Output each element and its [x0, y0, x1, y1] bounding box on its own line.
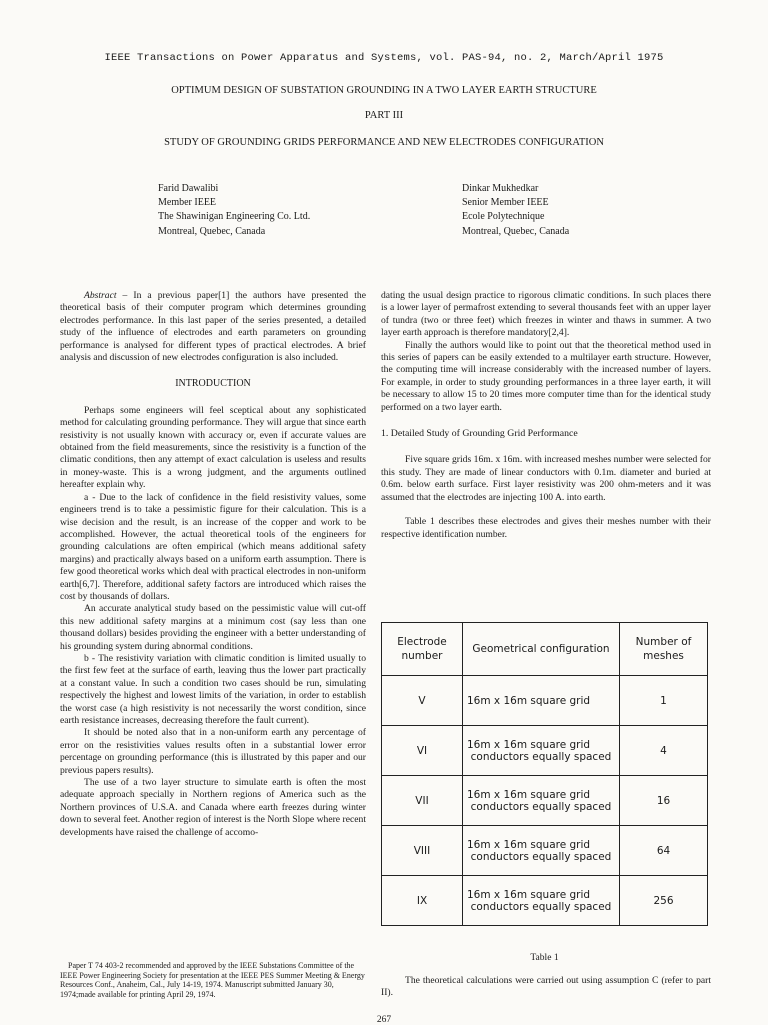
electrode-config: 16m x 16m square grid	[463, 676, 620, 726]
body-paragraph: Five square grids 16m. x 16m. with increased meshes number were selected for this study. They are made of linear conductors with 0.1m. diameter and buried at 0.6m. below earth surface. First layer resistivity was 200 ohm-meters and it was assumed that the electrodes are injecting 100 A. into earth.	[381, 454, 711, 503]
meshes-count: 64	[620, 826, 708, 876]
page-number: 267	[376, 1015, 392, 1025]
section-heading: 1. Detailed Study of Grounding Grid Performance	[381, 428, 578, 440]
journal-header: IEEE Transactions on Power Apparatus and Systems, vol. PAS-94, no. 2, March/April 1975	[104, 52, 664, 64]
intro-paragraph: a - Due to the lack of confidence in the field resistivity values, some engineers trend is to take a pessimistic figure for their calculation. This is a wise decision and the result, is an increase of the copper and work to be accomplished. However, the actual theoretical tools of the engineers for grounding calculations are often empirical (which means additional safety margins) and practically always based on a uniform earth assumption. There is few good theoretical works which deal with practical electrodes in non-uniform earth[6,7]. Therefore, additional safety factors are introduced which raises the cost by thousands of dollars.	[60, 491, 366, 602]
paper-part: PART III	[364, 110, 404, 121]
abstract-text: – In a previous paper[1] the authors have presented the theoretical basis of their computer program which determines grounding electrodes performance. In this last paper of the series presented, a detailed study of the influence of electrodes and earth parameters on grounding performance is analysed for different types of practical electrodes. A brief analysis and discussion of new electrodes configuration is also included.	[60, 290, 366, 364]
electrode-config: 16m x 16m square grid conductors equally spaced	[463, 826, 620, 876]
author-membership: Member IEEE	[158, 197, 217, 209]
electrode-config: 16m x 16m square grid conductors equally spaced	[463, 776, 620, 826]
intro-paragraph: Perhaps some engineers will feel sceptical about any sophisticated method for calculating grounding performance. They will argue that since earth resistivity is not usually known with accuracy or, even if accurate values are obtained from the field measurements, since the resistivity is a function of the climatic conditions, then any attempt of exact calculation is useless and results in money-waste. This is a wrong judgment, and the arguments outlined hereafter explain why.	[60, 404, 366, 491]
author-block-2	[462, 182, 569, 239]
table-header-row	[382, 623, 708, 676]
left-column	[60, 290, 366, 839]
paper-title: OPTIMUM DESIGN OF SUBSTATION GROUNDING IN A TWO LAYER EARTH STRUCTURE	[171, 85, 597, 96]
electrode-id: VIII	[382, 826, 463, 876]
table-row	[382, 776, 708, 826]
intro-heading: INTRODUCTION	[175, 378, 251, 390]
intro-paragraph: An accurate analytical study based on the pessimistic value will cut-off this new additional safety margins at a minimum cost (say less than one thousand dollars) besides providing the engineer with a better understanding of his grounding system during abnormal conditions.	[60, 603, 366, 652]
right-column	[381, 290, 711, 541]
meshes-count: 4	[620, 726, 708, 776]
body-paragraph: Finally the authors would like to point out that the theoretical method used in this series of papers can be easily extended to a multilayer earth structure. However, the computing time will increase considerably with the increased number of layers. For example, in order to study grounding performances in a three layer earth, it will be necessary to allow 15 to 20 times more computer time than for the identical study performed on a two layer earth.	[381, 339, 711, 413]
author-membership: Senior Member IEEE	[462, 197, 549, 209]
electrode-id: VI	[382, 726, 463, 776]
table-row	[382, 826, 708, 876]
table-caption: Table 1	[530, 952, 559, 963]
electrode-id: IX	[382, 876, 463, 926]
meshes-count: 16	[620, 776, 708, 826]
intro-paragraph: b - The resistivity variation with climatic condition is limited usually to the first few feet at the surface of earth, leaving thus the lower part practically at a constant value. In such a condition two cases should be run, simulating respectively the highest and lowest limits of the variation, in order to establish the worst case (a high resistivity is not necessarily the worst condition, since earth resistance increases, decreasing therefore the fault current).	[60, 652, 366, 726]
author-affiliation: The Shawinigan Engineering Co. Ltd.	[158, 211, 311, 223]
intro-paragraph: The use of a two layer structure to simulate earth is often the most adequate approach specially in Northern regions of America such as the Northern provinces of U.S.A. and Canada where earth freezes during winter down to several feet. Another region of interest is the North Slope where recent developments have raised the challenge of accomo-	[60, 777, 366, 838]
author-name: Farid Dawalibi	[158, 183, 219, 194]
electrode-id: V	[382, 676, 463, 726]
electrode-config: 16m x 16m square grid conductors equally spaced	[463, 876, 620, 926]
author-location: Montreal, Quebec, Canada	[158, 225, 266, 237]
author-block-1	[158, 182, 310, 239]
table-header-cell: Number of meshes	[620, 623, 708, 676]
closing-paragraph: The theoretical calculations were carried out using assumption C (refer to part II).	[381, 975, 711, 999]
electrodes-table	[381, 622, 708, 926]
footnote: Paper T 74 403-2 recommended and approved by the IEEE Substations Committee of the IEEE Power Engineering Society for presentation at the IEEE PES Summer Meeting & Energy Resources Conf., Anaheim, Cal., July 14-19, 1974. Manuscript submitted January 30, 1974;made available for printing April 29, 1974.	[60, 961, 365, 999]
author-location: Montreal, Quebec, Canada	[462, 225, 570, 237]
meshes-count: 1	[620, 676, 708, 726]
abstract-label: Abstract	[84, 290, 117, 301]
body-paragraph: Table 1 describes these electrodes and gives their meshes number with their respective identification number.	[381, 516, 711, 540]
table-row	[382, 876, 708, 926]
paper-subtitle: STUDY OF GROUNDING GRIDS PERFORMANCE AND NEW ELECTRODES CONFIGURATION	[164, 137, 604, 148]
table-header-cell: Electrode number	[382, 623, 463, 676]
table-header-cell: Geometrical configuration	[463, 623, 620, 676]
meshes-count: 256	[620, 876, 708, 926]
table-row	[382, 676, 708, 726]
electrode-config: 16m x 16m square grid conductors equally spaced	[463, 726, 620, 776]
abstract	[60, 290, 366, 364]
author-name: Dinkar Mukhedkar	[462, 183, 539, 194]
body-paragraph: dating the usual design practice to rigorous climatic conditions. In such places there is a lower layer of permafrost extending to several thousands feet with an upper layer of tundra (two or three feet) which freezes in winter and thaws in summer. A two layer earth approach is therefore mandatory[2,4].	[381, 290, 711, 339]
author-affiliation: Ecole Polytechnique	[462, 211, 545, 223]
electrode-id: VII	[382, 776, 463, 826]
intro-paragraph: It should be noted also that in a non-uniform earth any percentage of error on the resistivities values results often in a substantial lower error percentage on grounding performance (this is illustrated by this paper and our previous papers results).	[60, 727, 366, 776]
table-row	[382, 726, 708, 776]
